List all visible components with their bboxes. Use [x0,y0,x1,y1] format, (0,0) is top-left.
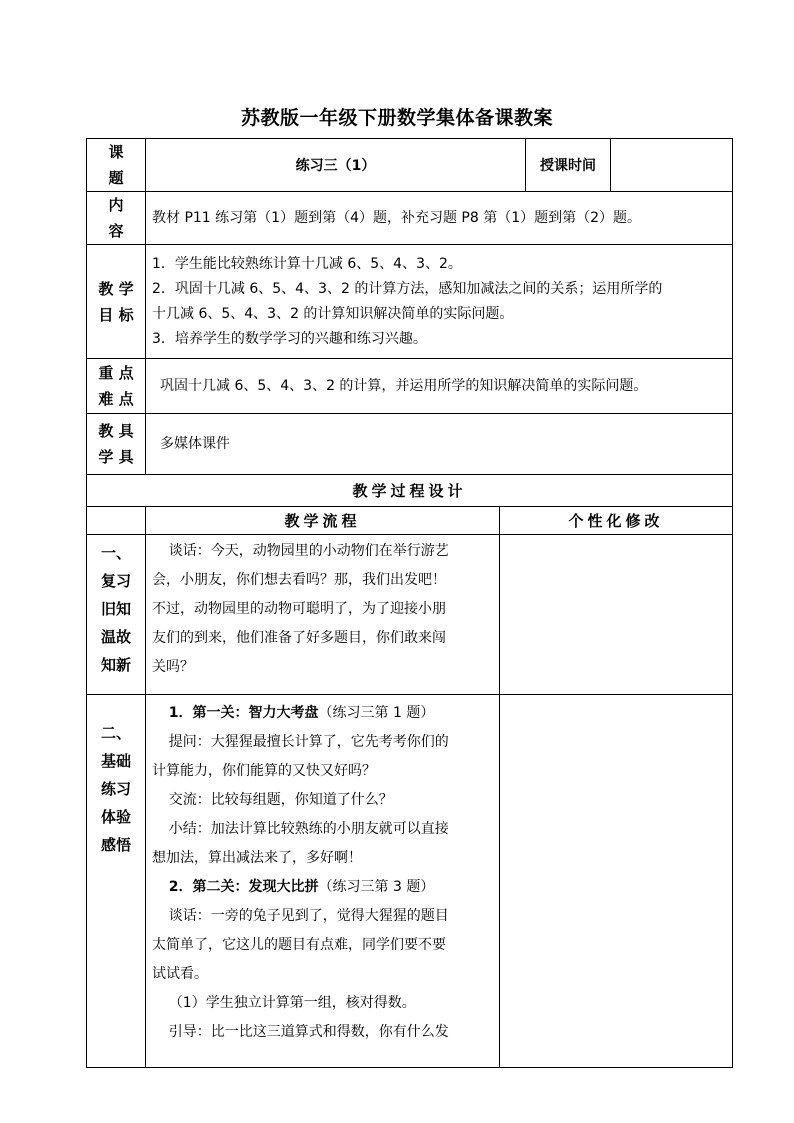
section2-label-line: 体验 [100,808,131,826]
topic-label: 课 题 [87,139,146,192]
goal-line: 3．培养学生的数学学习的兴趣和练习兴趣。 [152,330,427,347]
section2-label-line: 基础 [100,752,131,770]
flow-line: （1）学生独立计算第一组，核对得数。 [168,995,416,1011]
goals-content [146,245,733,359]
flow-line: 关吗？ [152,659,194,675]
process-title: 教学过程设计 [87,475,733,507]
section1-modify [500,535,733,695]
item1-heading: 1．第一关：智力大考盘 [168,705,319,721]
section1-label-line: 温故 [100,628,131,646]
item1-heading-note: （练习三第 1 题） [318,705,435,721]
section2-modify [500,695,733,1068]
flow-line: 提问：大猩猩最擅长计算了，它先考考你们的 [168,734,449,750]
tools-value: 多媒体课件 [146,414,733,475]
section1-row [87,535,733,695]
flow-line: 友们的到来，他们准备了好多题目，你们敢来闯 [152,630,446,646]
flow-item-heading [146,873,499,902]
document-title: 苏教版一年级下册数学集体备课教案 [240,107,553,129]
tools-label [87,414,146,475]
flow-line: 太简单了，它这儿的题目有点难，同学们要不要 [152,937,446,953]
section1-label-line: 一、 [100,544,131,562]
topic-value: 练习三（1） [146,139,526,192]
section1-label [87,535,146,695]
goal-line: 2．巩固十几减 6、5、4、3、2 的计算方法，感知加减法之间的关系；运用所学的 [152,280,663,297]
tools-row [87,414,733,475]
item2-heading-note: （练习三第 3 题） [318,879,435,895]
section1-label-line: 旧知 [100,600,131,618]
flow-line: 谈话：一旁的兔子见到了，觉得大猩猩的题目 [168,908,449,924]
key-points-label-line1: 重 点 [98,364,134,382]
content-row [87,192,733,245]
flow-line: 试试看。 [152,966,208,982]
tools-label-line1: 教 具 [98,422,134,440]
goals-label-line1: 教 学 [98,279,134,298]
blank-header-cell [87,507,146,535]
key-points-label [87,359,146,414]
modify-column-header: 个性化修改 [500,507,733,535]
flow-item-heading [146,699,499,728]
content-value: 教材 P11 练习第（1）题到第（4）题，补充习题 P8 第（1）题到第（2）题。 [146,192,733,245]
key-points-row [87,359,733,414]
flow-column-header: 教学流程 [146,507,500,535]
teaching-time-value [611,139,733,192]
section1-label-line: 知新 [100,656,131,674]
flow-line: 小结：加法计算比较熟练的小朋友就可以直接 [168,821,449,837]
goal-line: 1．学生能比较熟练计算十几减 6、5、4、3、2。 [152,255,462,272]
teaching-time-label: 授课时间 [526,139,611,192]
section2-label-line: 感悟 [100,836,131,854]
key-points-label-line2: 难 点 [98,390,134,408]
section1-label-line: 复习 [100,572,131,590]
section2-label-line: 练习 [100,780,131,798]
section1-flow [146,535,500,695]
flow-line: 会，小朋友，你们想去看吗？那，我们出发吧！ [152,572,446,588]
goals-row [87,245,733,359]
flow-line: 谈话：今天，动物园里的小动物们在举行游艺 [168,543,449,559]
process-columns-row [87,507,733,535]
flow-line: 引导：比一比这三道算式和得数，你有什么发 [168,1024,449,1040]
item2-heading: 2．第二关：发现大比拼 [168,879,319,895]
section2-label [87,695,146,1068]
lesson-plan-table [86,138,733,1068]
flow-line: 计算能力，你们能算的又快又好吗？ [152,763,376,779]
flow-line: 想加法，算出减法来了，多好啊！ [152,850,362,866]
flow-line: 不过，动物园里的动物可聪明了，为了迎接小朋 [152,601,446,617]
key-points-value: 巩固十几减 6、5、4、3、2 的计算，并运用所学的知识解决简单的实际问题。 [146,359,733,414]
section2-row [87,695,733,1068]
goal-line: 十几减 6、5、4、3、2 的计算知识解决简单的实际问题。 [152,305,514,322]
section2-flow [146,695,500,1068]
goals-label-line2: 目 标 [98,305,134,324]
content-label: 内 容 [87,192,146,245]
flow-line: 交流：比较每组题，你知道了什么？ [168,792,393,808]
tools-label-line2: 学 具 [98,448,134,466]
goals-label [87,245,146,359]
topic-row [87,139,733,192]
process-title-row [87,475,733,507]
section2-label-line: 二、 [100,724,131,742]
